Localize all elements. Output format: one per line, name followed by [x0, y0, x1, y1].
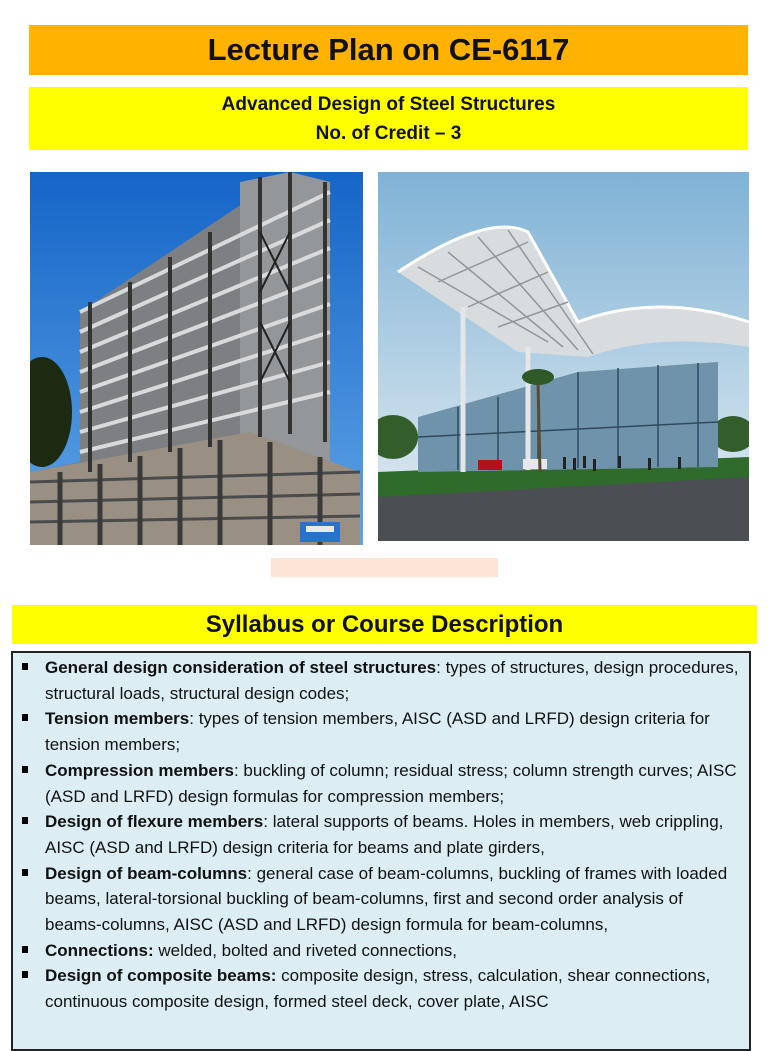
square-bullet-icon: [22, 946, 28, 953]
syllabus-item-head: Design of flexure members: [45, 812, 264, 832]
square-bullet-icon: [22, 971, 28, 978]
square-bullet-icon: [22, 766, 28, 773]
syllabus-item-head: Tension members: [45, 709, 190, 729]
syllabus-item-text: welded, bolted and riveted connections,: [158, 940, 457, 960]
syllabus-item-text: types of tension members, AISC (ASD and LRFD) design criteria for tension members;: [45, 709, 710, 755]
page-title: Lecture Plan on CE-6117: [207, 32, 570, 67]
syllabus-heading: [12, 605, 757, 644]
syllabus-item: [17, 861, 743, 938]
syllabus-list: [13, 653, 749, 1015]
syllabus-item-head: Connections:: [45, 940, 154, 960]
syllabus-item-head: Compression members: [45, 760, 234, 780]
syllabus-title: Syllabus or Course Description: [205, 610, 564, 638]
lecture-plan-title: [29, 25, 748, 75]
steel-canopy-building-photo: [378, 172, 749, 541]
syllabus-item-head: General design consideration of steel structures: [45, 658, 437, 677]
syllabus-item-sep: :: [436, 658, 446, 677]
square-bullet-icon: [22, 714, 28, 721]
syllabus-item-sep: :: [247, 863, 257, 883]
syllabus-item: [17, 706, 743, 757]
square-bullet-icon: [22, 817, 28, 824]
syllabus-box: [11, 651, 751, 1051]
credit-count: No. of Credit – 3: [315, 122, 462, 144]
syllabus-item: [17, 963, 743, 1014]
syllabus-item: [17, 938, 743, 964]
syllabus-item: [17, 758, 743, 809]
syllabus-item-sep: :: [233, 760, 244, 780]
syllabus-item: [17, 809, 743, 860]
syllabus-item-text: buckling of column; residual stress; column strength curves; AISC (ASD and LRFD) design formulas for compression members;: [45, 760, 737, 806]
syllabus-item-text: composite design, stress, calculation, shear connections, continuous composite design, formed steel deck, cover plate, AISC: [45, 966, 711, 1012]
syllabus-item-text: lateral supports of beams. Holes in members, web crippling, AISC (ASD and LRFD) design criteria for beams and plate girders,: [45, 812, 724, 857]
square-bullet-icon: [22, 663, 28, 670]
syllabus-item-head: Design of composite beams:: [45, 966, 277, 986]
syllabus-item-sep: :: [263, 812, 273, 832]
caption-bar: [271, 558, 498, 577]
syllabus-item-sep: :: [189, 709, 199, 729]
syllabus-item-head: Design of beam-columns: [45, 863, 248, 883]
square-bullet-icon: [22, 869, 28, 876]
course-name: Advanced Design of Steel Structures: [221, 93, 556, 115]
syllabus-item-text: general case of beam-columns, buckling of frames with loaded beams, lateral-torsional buckling of beam-columns, first and second order analysis of beams-columns, AISC (ASD and LRFD) design formula for beam-columns,: [45, 863, 728, 935]
course-banner: [29, 87, 748, 150]
steel-frame-building-photo: [30, 172, 363, 545]
syllabus-item: [17, 655, 743, 706]
syllabus-item-text: types of structures, design procedures, structural loads, structural design codes;: [45, 658, 739, 703]
